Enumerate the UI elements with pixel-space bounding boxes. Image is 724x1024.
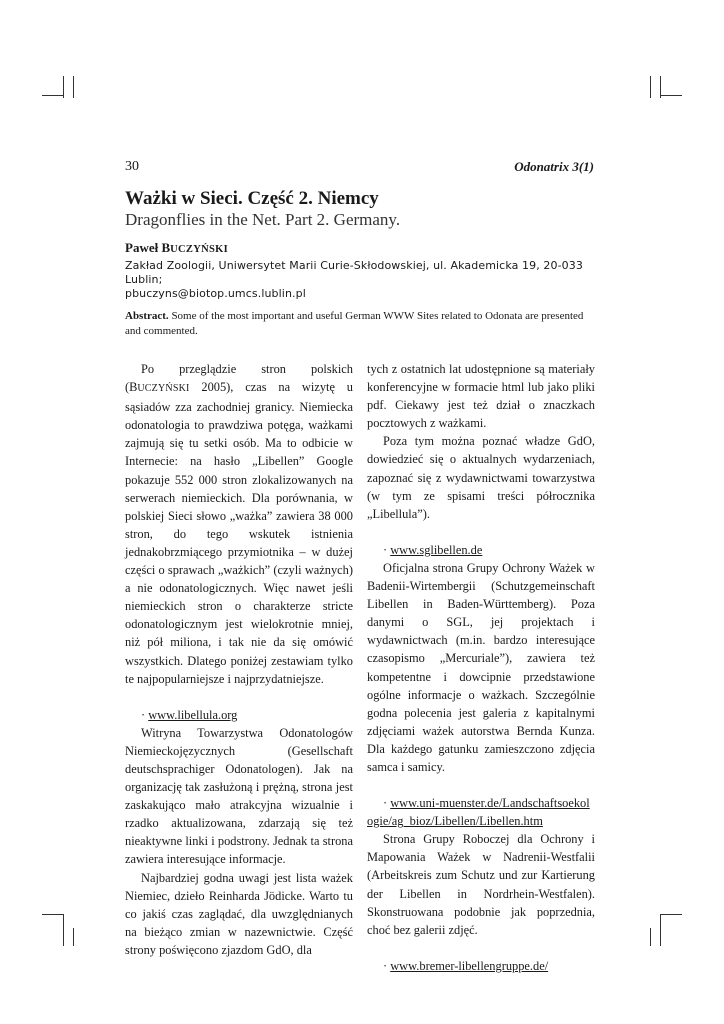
author-last-name: UCZYŃSKI (170, 244, 228, 255)
link-item (367, 794, 595, 830)
author-last-initial: B (161, 240, 171, 255)
paragraph: Witryna Towarzystwa Odonatologów Niemieckojęzycznych (Gesellschaft deutschsprachiger Odonatologen). Jak na organizację tak zasłużoną i prężną, strona jest zaskakująco mało atrakcyjna wizualnie i rzadko aktualizowana, zdarzają się też nieaktywne linki i podstrony. Jednak ta strona zawiera interesujące informacje. (125, 725, 353, 867)
crop-mark (63, 76, 64, 98)
link-sglibellen[interactable]: www.sglibellen.de (390, 542, 483, 557)
crop-mark (660, 95, 682, 96)
link-bremer-libellengruppe[interactable]: www.bremer-libellengruppe.de/ (390, 958, 549, 973)
journal-name: Odonatrix 3(1) (514, 159, 594, 174)
page-number: 30 (125, 159, 139, 174)
crop-mark (63, 914, 64, 946)
paragraph: Strona Grupy Roboczej dla Ochrony i Mapowania Ważek w Nadrenii-Westfalii (Arbeitskreis zum Schutz und zur Kartierung der Libellen in Nordrhein-Westfalen). Skonstruowana podobnie jak poprzednia, choć bez galerii zdjęć. (367, 832, 595, 937)
paragraph: tych z ostatnich lat udostępnione są materiały konferencyjne w formacie html lub jako pliki pdf. Ciekawy jest też dział o znaczkach pocztowych z ważkami. (367, 362, 595, 431)
paragraph: Oficjalna strona Grupy Ochrony Ważek w Badenii-Wirtembergii (Schutzgemeinschaft Libellen in Baden-Württemberg). Poza danymi o SGL, jej projektach i wydawnictwach (m.in. bardzo interesujące czasopismo „Mercuriale”), zawiera też kompetentne i dowcipnie przedstawione ogólne informacje o ważkach. Szczególnie godna polecenia jest galeria z kapitalnymi zdjęciami ważek autorstwa Bernda Kunza. Dla każdego gatunku zamieszczono zdjęcia samca i samicy. (367, 560, 595, 774)
author-name (125, 240, 228, 256)
bullet: · (383, 958, 391, 973)
link-item (367, 541, 595, 559)
right-column (367, 360, 595, 975)
crop-mark (73, 928, 74, 946)
paragraph-text: Po przeglądzie stron polskich (B (125, 362, 353, 395)
abstract (125, 309, 594, 339)
paragraph: Poza tym można poznać władze GdO, dowiedzieć się o aktualnych wydarzeniach, zapoznać się z wydawnictwami towarzystwa (w tym ze spisami treści półrocznika „Libellula”). (367, 434, 595, 521)
paragraph (125, 360, 353, 688)
bullet: · (141, 707, 149, 722)
crop-mark (660, 914, 682, 915)
paragraph-text: 2005), czas na wizytę u sąsiadów zza zachodniej granicy. Niemiecka odonatologia to prawdziwa potęga, ważkami zajmują się tu setki osób. Ma to odbicie w Internecie: na hasło „Libellen” Google pokazuje 552 000 stron zlokalizowanych na serwerach niemieckich. Dla porównania, w polskiej Sieci słowo „ważka” zawiera 38 000 stron, do tego wskutek istnienia jednakobrzmiącego przymiotnika – w dużej części o sprawach „ważkich” (czyli ważnych) a nie odonatologicznych. Więc nawet jeśli niemieckich stron o charakterze stricte odonatologicznym jest wielokrotnie mniej, niż pół miliona, i tak nie da się omówić wszystkich. Dlatego poniżej zestawiam tylko te najpopularniejsze i najprzydatniejsze. (125, 380, 353, 686)
running-header (125, 159, 594, 179)
crop-mark (42, 914, 64, 915)
author-first-name: Paweł (125, 240, 162, 255)
article-subtitle-english: Dragonflies in the Net. Part 2. Germany. (125, 210, 401, 229)
link-item (125, 706, 353, 724)
left-column (125, 360, 353, 959)
crop-mark (42, 95, 64, 96)
affiliation-email: pbuczyns@biotop.umcs.lublin.pl (125, 287, 306, 300)
abstract-label: Abstract. (125, 310, 169, 322)
crop-mark (660, 76, 661, 98)
crop-mark (73, 76, 74, 98)
affiliation-address: Zakład Zoologii, Uniwersytet Marii Curie-Skłodowskiej, ul. Akademicka 19, 20-033 Lublin; (125, 259, 583, 286)
crop-mark (660, 914, 661, 946)
link-item (367, 957, 595, 975)
bullet: · (383, 542, 391, 557)
affiliation (125, 259, 594, 301)
citation-author: UCZYŃSKI (137, 383, 190, 395)
crop-mark (650, 928, 651, 946)
link-uni-muenster[interactable]: www.uni-muenster.de/Landschaftsoekologie/ag_bioz/Libellen/Libellen.htm (367, 796, 590, 829)
paragraph: Najbardziej godna uwagi jest lista ważek Niemiec, dzieło Reinharda Jödicke. Warto tu co jakiś czas zaglądać, dla uwzględnianych na bieżąco zmian w nazewnictwie. Część strony poświęcono zjazdom GdO, dla (125, 870, 353, 957)
article-title: Ważki w Sieci. Część 2. Niemcy (125, 188, 379, 209)
abstract-text: Some of the most important and useful German WWW Sites related to Odonata are presented and commented. (125, 310, 584, 337)
link-libellula[interactable]: www.libellula.org (148, 707, 238, 722)
crop-mark (650, 76, 651, 98)
bullet: · (383, 796, 391, 811)
